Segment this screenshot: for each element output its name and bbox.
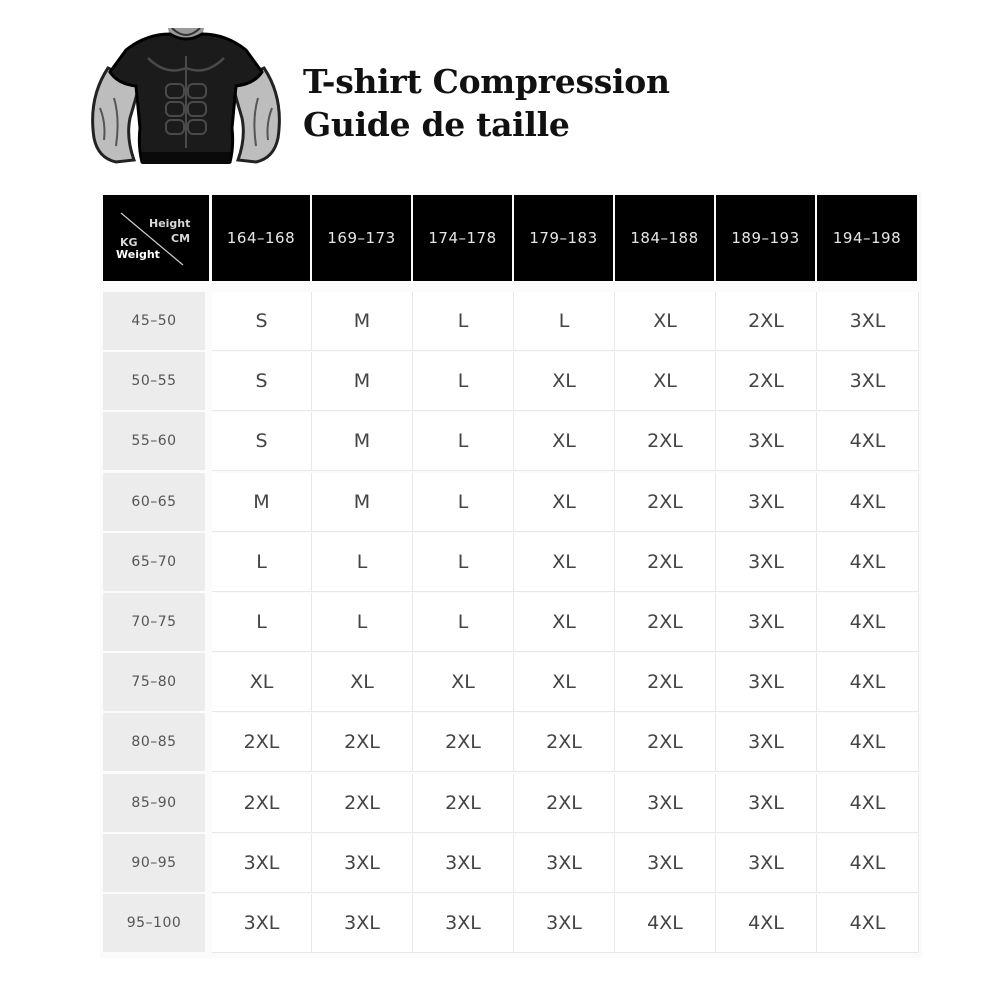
- weight-row-label: 90–95: [103, 834, 205, 892]
- weight-row-label: 95–100: [103, 894, 205, 952]
- height-unit-label: CM: [171, 232, 191, 245]
- size-cell: 4XL: [817, 593, 919, 652]
- weight-row-label: 60–65: [103, 473, 205, 531]
- height-header-3: 174–178: [413, 195, 512, 281]
- header-corner-cell: [103, 195, 209, 281]
- size-cell: XL: [212, 653, 312, 712]
- height-axis-label: Height: [149, 217, 191, 230]
- size-cell: L: [413, 292, 514, 351]
- size-cell: XL: [514, 473, 615, 532]
- size-cell: 3XL: [312, 894, 413, 953]
- size-cell: S: [212, 412, 312, 471]
- height-header-1: 164–168: [212, 195, 310, 281]
- size-cell: 3XL: [716, 774, 817, 833]
- size-cell: 2XL: [212, 774, 312, 833]
- size-cell: 3XL: [817, 352, 919, 411]
- size-cell: 3XL: [212, 894, 312, 953]
- size-cell: 2XL: [615, 593, 716, 652]
- size-cell: M: [312, 412, 413, 471]
- diagonal-divider: [103, 195, 209, 281]
- size-cell: L: [413, 473, 514, 532]
- size-cell: 3XL: [716, 834, 817, 893]
- height-header-4: 179–183: [514, 195, 613, 281]
- weight-row-label: 45–50: [103, 292, 205, 350]
- size-cell: 3XL: [413, 894, 514, 953]
- muscle-torso-illustration: [86, 28, 286, 166]
- size-cell: 2XL: [615, 473, 716, 532]
- size-cell: L: [514, 292, 615, 351]
- size-cell: 3XL: [716, 412, 817, 471]
- weight-row-label: 75–80: [103, 653, 205, 711]
- page-title: [303, 60, 670, 146]
- size-cell: 3XL: [212, 834, 312, 893]
- size-cell: 4XL: [817, 533, 919, 592]
- size-cell: 3XL: [312, 834, 413, 893]
- size-cell: M: [312, 292, 413, 351]
- size-cell: 2XL: [514, 713, 615, 772]
- size-cell: 4XL: [817, 473, 919, 532]
- size-cell: L: [212, 533, 312, 592]
- size-cell: XL: [615, 352, 716, 411]
- weight-row-label: 55–60: [103, 412, 205, 470]
- size-cell: XL: [615, 292, 716, 351]
- size-cell: XL: [413, 653, 514, 712]
- size-cell: 4XL: [716, 894, 817, 953]
- size-cell: 3XL: [716, 653, 817, 712]
- weight-axis-label: Weight: [116, 248, 160, 261]
- weight-row-label: 85–90: [103, 774, 205, 832]
- size-cell: 2XL: [615, 713, 716, 772]
- size-cell: 3XL: [413, 834, 514, 893]
- size-cell: 2XL: [615, 533, 716, 592]
- size-cell: 2XL: [312, 713, 413, 772]
- height-header-2: 169–173: [312, 195, 411, 281]
- size-cell: 2XL: [615, 653, 716, 712]
- height-header-6: 189–193: [716, 195, 815, 281]
- height-header-7: 194–198: [817, 195, 917, 281]
- size-cell: XL: [514, 412, 615, 471]
- weight-row-label: 65–70: [103, 533, 205, 591]
- size-cell: L: [413, 593, 514, 652]
- size-cell: 2XL: [312, 774, 413, 833]
- size-cell: 4XL: [817, 713, 919, 772]
- size-cell: 3XL: [716, 593, 817, 652]
- size-cell: 3XL: [817, 292, 919, 351]
- size-cell: M: [212, 473, 312, 532]
- size-cell: 2XL: [212, 713, 312, 772]
- size-cell: XL: [514, 533, 615, 592]
- size-cell: L: [413, 412, 514, 471]
- size-cell: 3XL: [615, 774, 716, 833]
- size-cell: 4XL: [615, 894, 716, 953]
- weight-row-label: 80–85: [103, 713, 205, 771]
- size-cell: 2XL: [615, 412, 716, 471]
- size-cell: 3XL: [716, 713, 817, 772]
- size-cell: XL: [514, 593, 615, 652]
- title-line-1: T-shirt Compression: [303, 62, 670, 101]
- size-cell: S: [212, 292, 312, 351]
- size-cell: XL: [514, 352, 615, 411]
- size-cell: L: [312, 533, 413, 592]
- size-cell: 4XL: [817, 834, 919, 893]
- size-cell: 4XL: [817, 774, 919, 833]
- size-cell: 3XL: [716, 473, 817, 532]
- size-cell: L: [312, 593, 413, 652]
- weight-row-label: 70–75: [103, 593, 205, 651]
- size-cell: 4XL: [817, 412, 919, 471]
- size-cell: 4XL: [817, 894, 919, 953]
- size-cell: M: [312, 473, 413, 532]
- size-cell: L: [413, 352, 514, 411]
- size-cell: XL: [514, 653, 615, 712]
- size-cell: S: [212, 352, 312, 411]
- size-cell: 2XL: [514, 774, 615, 833]
- weight-unit-label: KG: [120, 236, 138, 249]
- size-cell: 3XL: [514, 834, 615, 893]
- size-cell: M: [312, 352, 413, 411]
- size-cell: 3XL: [716, 533, 817, 592]
- size-cell: 2XL: [413, 713, 514, 772]
- size-cell: 2XL: [716, 352, 817, 411]
- size-cell: 2XL: [413, 774, 514, 833]
- size-cell: 2XL: [716, 292, 817, 351]
- size-cell: 3XL: [615, 834, 716, 893]
- size-cell: XL: [312, 653, 413, 712]
- size-cell: L: [413, 533, 514, 592]
- size-cell: L: [212, 593, 312, 652]
- weight-row-label: 50–55: [103, 352, 205, 410]
- size-cell: 4XL: [817, 653, 919, 712]
- size-cell: 3XL: [514, 894, 615, 953]
- title-line-2: Guide de taille: [303, 105, 570, 144]
- height-header-5: 184–188: [615, 195, 714, 281]
